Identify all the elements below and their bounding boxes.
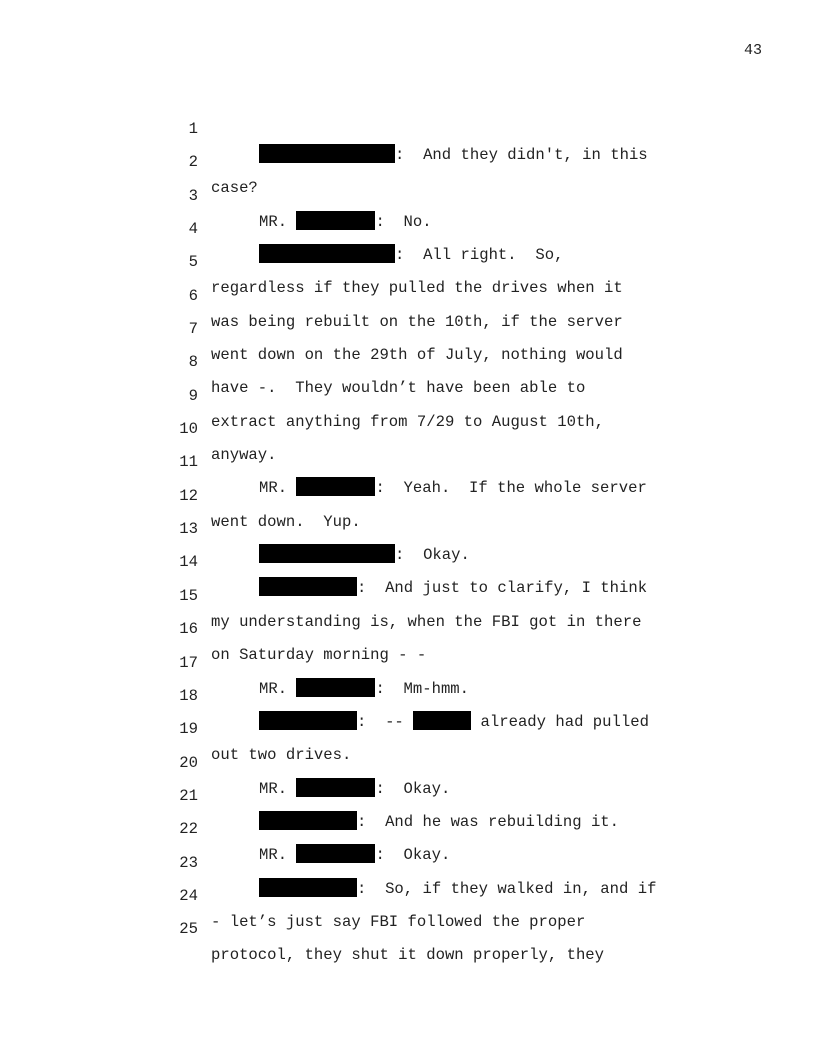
- transcript-line: [0, 323, 816, 398]
- line-text: on Saturday morning - -: [211, 646, 427, 665]
- line-text: case?: [211, 179, 258, 198]
- line-text: MR. : Mm-hmm.: [259, 679, 470, 698]
- line-text: : All right. So,: [259, 242, 563, 268]
- line-number: 2: [188, 153, 198, 172]
- line-number: 4: [188, 220, 198, 239]
- line-number: 18: [179, 686, 198, 705]
- transcript-line: [0, 190, 816, 265]
- line-number: 14: [179, 553, 198, 572]
- line-text: went down. Yup.: [211, 512, 361, 531]
- line-text: have -. They wouldn’t have been able to: [211, 379, 586, 398]
- line-number: 11: [179, 453, 198, 472]
- transcript-line: [0, 157, 816, 231]
- line-number: 25: [179, 920, 198, 939]
- transcript-line: [0, 357, 816, 431]
- line-number: 10: [179, 420, 198, 439]
- page-number: 43: [743, 42, 762, 59]
- line-text: regardless if they pulled the drives when it: [211, 279, 623, 298]
- line-text: MR. : No.: [259, 212, 432, 231]
- transcript-line: [0, 123, 816, 198]
- line-text: my understanding is, when the FBI got in there: [211, 612, 642, 631]
- line-text: : And he was rebuilding it.: [259, 809, 619, 835]
- transcript-line: [0, 290, 816, 365]
- line-text: out two drives.: [211, 746, 352, 765]
- line-text: MR. : Yeah. If the whole server: [259, 479, 647, 498]
- line-text: MR. : Okay.: [259, 846, 451, 865]
- transcript-line: [0, 257, 816, 331]
- line-number: 21: [179, 786, 198, 805]
- transcript-line: [0, 223, 816, 298]
- line-number: 22: [179, 820, 198, 839]
- line-text: was being rebuilt on the 10th, if the server: [211, 312, 623, 331]
- line-text: : And just to clarify, I think: [259, 575, 647, 601]
- line-number: 5: [188, 253, 198, 272]
- line-number: 13: [179, 520, 198, 539]
- line-text: went down on the 29th of July, nothing would: [211, 346, 623, 365]
- line-text: extract anything from 7/29 to August 10th,: [211, 412, 605, 431]
- line-text: - let’s just say FBI followed the proper: [211, 912, 586, 931]
- line-number: 7: [188, 320, 198, 339]
- line-number: 9: [188, 386, 198, 405]
- line-number: 1: [188, 120, 198, 138]
- line-text: anyway.: [211, 446, 277, 465]
- line-text: : Okay.: [259, 542, 470, 568]
- transcript-line: [0, 90, 816, 164]
- transcript-line: [0, 890, 816, 965]
- line-text: protocol, they shut it down properly, they: [211, 946, 605, 965]
- line-number: 16: [179, 620, 198, 639]
- line-text: : -- already had pulled: [259, 709, 649, 735]
- line-number: 3: [188, 186, 198, 205]
- line-number: 19: [179, 720, 198, 739]
- line-number: 6: [188, 286, 198, 305]
- line-number: 20: [179, 753, 198, 772]
- line-number: 8: [188, 353, 198, 372]
- line-text: MR. : Okay.: [259, 779, 451, 798]
- line-number: 17: [179, 653, 198, 672]
- line-number: 15: [179, 586, 198, 605]
- line-number: 12: [179, 486, 198, 505]
- line-number: 24: [179, 886, 198, 905]
- transcript-lines: [0, 90, 816, 965]
- line-text: : So, if they walked in, and if: [259, 876, 656, 902]
- line-number: 23: [179, 853, 198, 872]
- line-text: : And they didn't, in this: [259, 142, 648, 168]
